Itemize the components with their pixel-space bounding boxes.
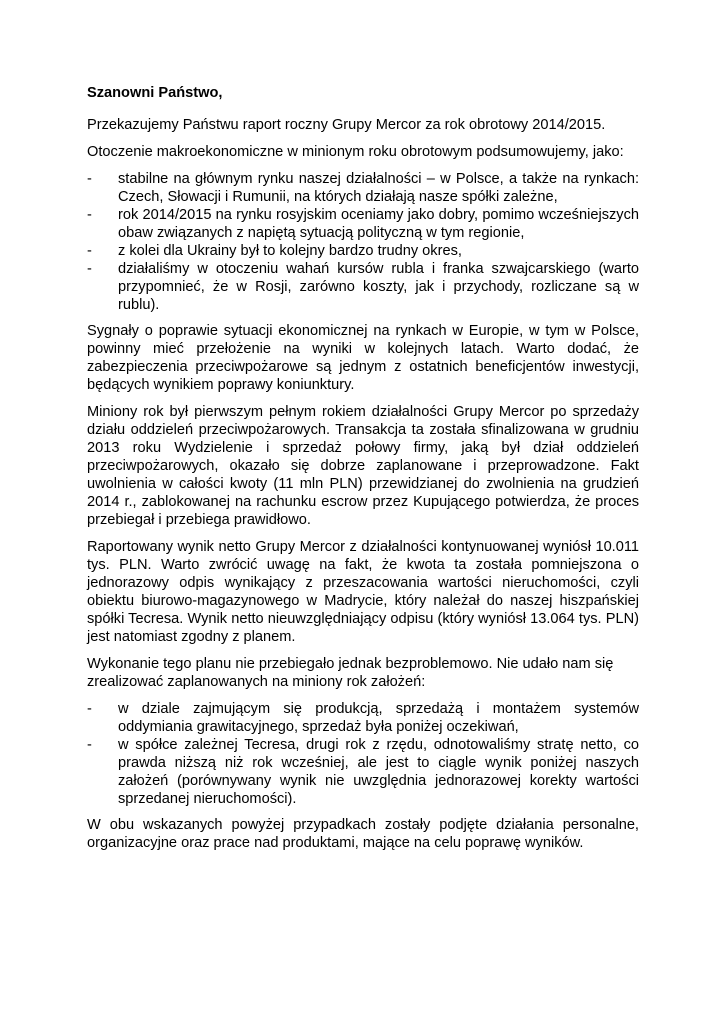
intro-paragraph: Przekazujemy Państwu raport roczny Grupy Mercor za rok obrotowy 2014/2015. — [87, 117, 606, 133]
macro-list — [87, 170, 639, 314]
list-item — [87, 170, 639, 206]
list-item — [87, 206, 639, 242]
dash-bullet: - — [87, 243, 92, 259]
dash-bullet: - — [87, 207, 92, 223]
greeting: Szanowni Państwo, — [87, 85, 223, 101]
list-item-text: w spółce zależnej Tecresa, drugi rok z rzędu, odnotowaliśmy stratę netto, co prawda niższą niż rok wcześniej, ale jest to ciągle wynik poniżej naszych założeń (porównywany wynik nie uwzględnia jednorazowej korekty wartości sprzedanej nieruchomości). — [118, 737, 639, 807]
list-item — [87, 700, 639, 736]
dash-bullet: - — [87, 701, 92, 717]
list-item — [87, 736, 639, 808]
list-item — [87, 260, 639, 314]
macro-intro-paragraph: Otoczenie makroekonomiczne w minionym roku obrotowym podsumowujemy, jako: — [87, 144, 624, 160]
actions-paragraph: W obu wskazanych powyżej przypadkach zostały podjęte działania personalne, organizacyjne oraz prace nad produktami, mające na celu poprawę wyników. — [87, 817, 639, 851]
list-item-text: rok 2014/2015 na rynku rosyjskim oceniamy jako dobry, pomimo wcześniejszych obaw związanych z napiętą sytuacją polityczną w tym regionie, — [118, 207, 639, 241]
letter-page — [87, 84, 639, 861]
first-year-paragraph: Miniony rok był pierwszym pełnym rokiem działalności Grupy Mercor po sprzedaży działu oddzieleń przeciwpożarowych. Transakcja ta została sfinalizowana w grudniu 2013 roku Wydzielenie i sprzedaż połowy firmy, jaką był dział oddzieleń przeciwpożarowych, okazało się dobrze zaplanowane i przeprowadzone. Fakt uwolnienia w całości kwoty (11 mln PLN) przewidzianej do zwolnienia na grudzień 2014 r., zablokowanej na rachunku escrow przez Kupującego potwierdza, że proces przebiegał i przebiega prawidłowo. — [87, 404, 639, 528]
dash-bullet: - — [87, 261, 92, 277]
net-result-paragraph: Raportowany wynik netto Grupy Mercor z działalności kontynuowanej wyniósł 10.011 tys. PLN. Warto zwrócić uwagę na fakt, że kwota ta została pomniejszona o jednorazowy odpis wynikający z przeszacowania wartości nieruchomości, czyli obiektu biurowo-magazynowego w Madrycie, który należał do naszej hiszpańskiej spółki Tecresa. Wynik netto nieuwzględniający odpisu (który wyniósł 13.064 tys. PLN) jest natomiast zgodny z planem. — [87, 539, 639, 645]
list-item-text: stabilne na głównym rynku naszej działalności – w Polsce, a także na rynkach: Czech, Słowacji i Rumunii, na których działają nasze spółki zależne, — [118, 171, 639, 205]
dash-bullet: - — [87, 737, 92, 753]
signals-paragraph: Sygnały o poprawie sytuacji ekonomicznej na rynkach w Europie, w tym w Polsce, powinny mieć przełożenie na wyniki w kolejnych latach. Warto dodać, że zabezpieczenia przeciwpożarowe są jednym z ostatnich beneficjentów inwestycji, będących wynikiem poprawy koniunktury. — [87, 323, 639, 393]
list-item-text: działaliśmy w otoczeniu wahań kursów rubla i franka szwajcarskiego (warto przypomnieć, że w Rosji, zarówno koszty, jak i przychody, rozliczane są w rublu). — [118, 261, 639, 313]
dash-bullet: - — [87, 171, 92, 187]
plan-list — [87, 700, 639, 808]
list-item — [87, 242, 639, 260]
list-item-text: z kolei dla Ukrainy był to kolejny bardzo trudny okres, — [118, 243, 462, 259]
plan-paragraph: Wykonanie tego planu nie przebiegało jednak bezproblemowo. Nie udało nam się zrealizować zaplanowanych na miniony rok założeń: — [87, 656, 614, 690]
list-item-text: w dziale zajmującym się produkcją, sprzedażą i montażem systemów oddymiania grawitacyjnego, sprzedaż była poniżej oczekiwań, — [118, 701, 639, 735]
